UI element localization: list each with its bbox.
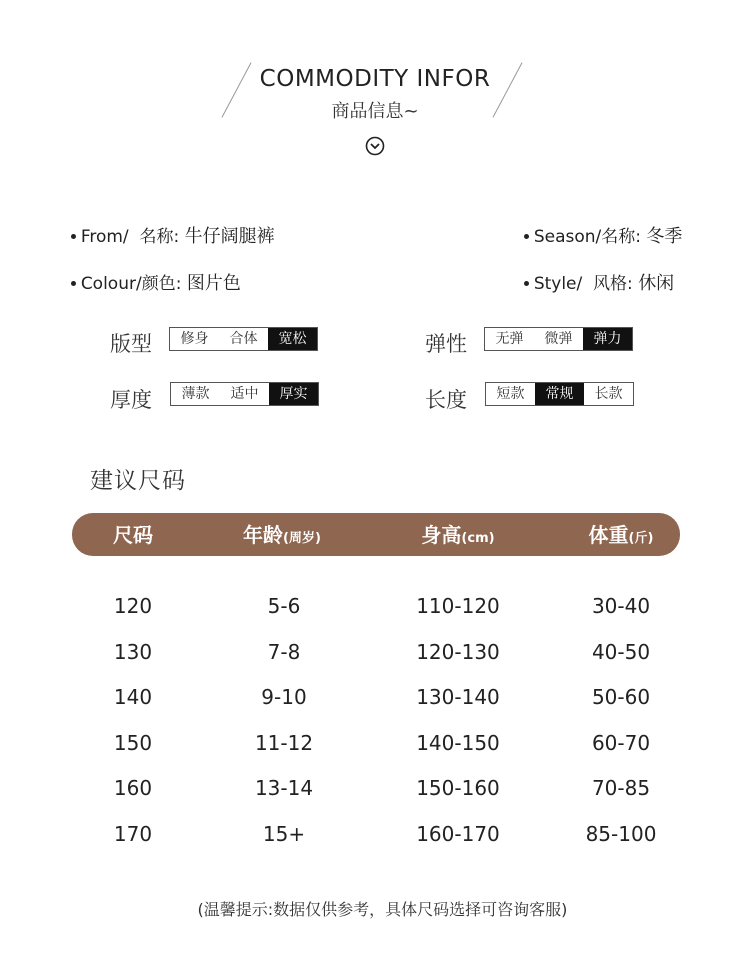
col-header-weight-unit: (斤) — [628, 531, 654, 546]
col-header-height-label: 身高 — [421, 523, 462, 547]
col-header-size — [83, 521, 183, 549]
bullet-dot — [524, 281, 529, 286]
table-cell: 60-70 — [591, 731, 651, 755]
footnote: (温馨提示:数据仅供参考，具体尺码选择可咨询客服) — [197, 900, 568, 919]
table-cell: 30-40 — [591, 594, 651, 618]
table-cell: 13-14 — [254, 776, 314, 800]
attr-option-selected: 弹力 — [583, 328, 632, 350]
attr-label-fit: 版型 — [110, 332, 152, 356]
col-header-weight — [551, 521, 691, 549]
table-cell: 11-12 — [254, 731, 314, 755]
info-style — [513, 249, 674, 295]
table-cell: 9-10 — [261, 685, 307, 709]
col-header-age-label: 年龄 — [243, 523, 284, 547]
table-cell: 7-8 — [267, 640, 301, 664]
bullet-dot — [71, 234, 76, 239]
info-from-label: From/ 名称: — [80, 227, 180, 247]
attr-option: 短款 — [496, 386, 525, 402]
size-section-title: 建议尺码 — [90, 468, 186, 494]
attr-option: 长款 — [594, 386, 623, 402]
attr-option: 合体 — [229, 331, 258, 347]
table-cell: 120 — [113, 594, 153, 618]
col-header-weight-label: 体重 — [588, 523, 629, 547]
info-style-label: Style/ 风格: — [533, 274, 633, 294]
col-header-height-unit: (cm) — [461, 531, 495, 546]
info-colour-label: Colour/颜色: — [80, 274, 182, 294]
table-cell: 150-160 — [416, 776, 500, 800]
attr-label-thickness: 厚度 — [110, 388, 152, 412]
table-cell: 110-120 — [416, 594, 500, 618]
info-season-value: 冬季 — [646, 226, 683, 247]
info-colour — [60, 249, 241, 295]
table-cell: 170 — [113, 822, 153, 846]
attr-label-length: 长度 — [425, 388, 467, 412]
bullet-dot — [524, 234, 529, 239]
page-title-en: COMMODITY INFOR — [259, 66, 491, 92]
table-cell: 130-140 — [416, 685, 500, 709]
attr-option: 无弹 — [495, 331, 524, 347]
attr-scale-length — [485, 382, 634, 406]
attr-option: 薄款 — [181, 386, 210, 402]
attr-option-selected: 常规 — [535, 383, 584, 405]
table-cell: 160 — [113, 776, 153, 800]
table-cell: 160-170 — [416, 822, 500, 846]
table-cell: 5-6 — [267, 594, 301, 618]
info-from-value: 牛仔阔腿裤 — [184, 226, 275, 247]
chevron-down-circle-icon — [365, 136, 385, 156]
attr-scale-fit — [169, 327, 318, 351]
attr-label-elastic: 弹性 — [425, 332, 467, 356]
info-style-value: 休闲 — [638, 273, 675, 294]
table-cell: 140-150 — [416, 731, 500, 755]
attr-option-selected: 厚实 — [269, 383, 318, 405]
info-colour-value: 图片色 — [186, 273, 241, 294]
table-cell: 130 — [113, 640, 153, 664]
attr-scale-elastic — [484, 327, 633, 351]
info-from — [60, 202, 275, 248]
attr-scale-thickness — [170, 382, 319, 406]
attr-option: 适中 — [230, 386, 259, 402]
table-cell: 15+ — [262, 822, 306, 846]
table-cell: 140 — [113, 685, 153, 709]
table-cell: 150 — [113, 731, 153, 755]
col-header-size-label: 尺码 — [113, 523, 153, 547]
table-cell: 70-85 — [591, 776, 651, 800]
attr-option: 修身 — [180, 331, 209, 347]
col-header-age — [212, 521, 352, 549]
table-cell: 120-130 — [416, 640, 500, 664]
attr-option: 微弹 — [544, 331, 573, 347]
col-header-height — [388, 521, 528, 549]
attr-option-selected: 宽松 — [268, 328, 317, 350]
info-season-label: Season/名称: — [533, 227, 641, 247]
table-cell: 85-100 — [585, 822, 657, 846]
info-season — [513, 202, 682, 248]
table-cell: 50-60 — [591, 685, 651, 709]
bullet-dot — [71, 281, 76, 286]
col-header-age-unit: (周岁) — [283, 531, 321, 546]
page-title-cn: 商品信息~ — [331, 101, 419, 122]
table-cell: 40-50 — [591, 640, 651, 664]
